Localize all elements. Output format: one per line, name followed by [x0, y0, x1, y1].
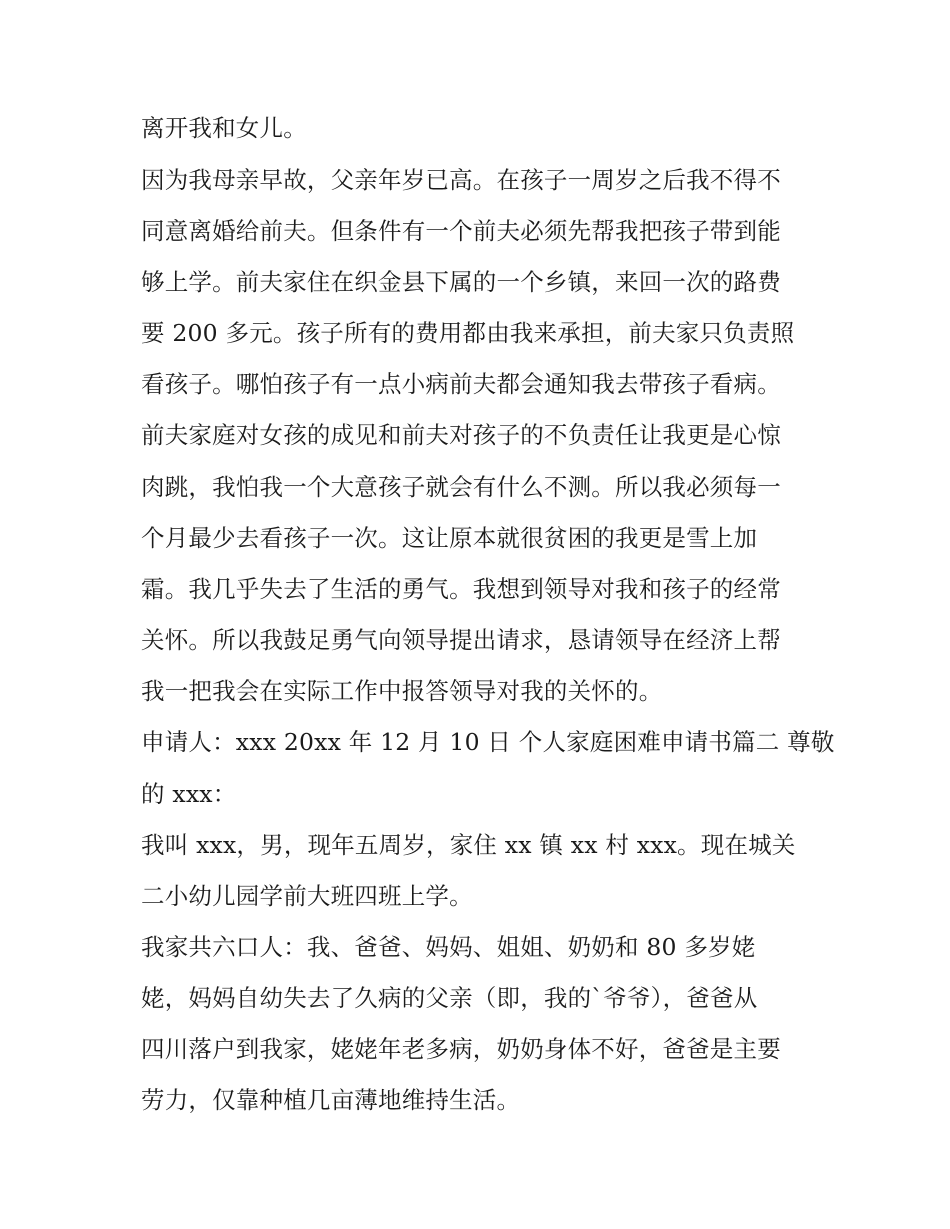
text-line: 四川落户到我家，姥姥年老多病，奶奶身体不好，爸爸是主要	[141, 1035, 781, 1063]
text-line: 的 xxx：	[141, 780, 237, 808]
text-line: 够上学。前夫家住在织金县下属的一个乡镇，来回一次的路费	[141, 268, 781, 296]
text-line: 我一把我会在实际工作中报答领导对我的关怀的。	[141, 677, 663, 705]
text-line: 个月最少去看孩子一次。这让原本就很贫困的我更是雪上加	[141, 524, 758, 552]
text-line: 霜。我几乎失去了生活的勇气。我想到领导对我和孩子的经常	[141, 575, 781, 603]
text-line: 同意离婚给前夫。但条件有一个前夫必须先帮我把孩子带到能	[141, 217, 781, 245]
text-line: 关怀。所以我鼓足勇气向领导提出请求，恳请领导在经济上帮	[141, 626, 781, 654]
text-line: 姥，妈妈自幼失去了久病的父亲（即，我的`爷爷），爸爸从	[141, 984, 758, 1012]
text-line: 二小幼儿园学前大班四班上学。	[141, 882, 473, 910]
text-line: 前夫家庭对女孩的成见和前夫对孩子的不负责任让我更是心惊	[141, 421, 781, 449]
text-line: 肉跳，我怕我一个大意孩子就会有什么不测。所以我必须每一	[141, 473, 781, 501]
text-line: 我家共六口人：我、爸爸、妈妈、姐姐、奶奶和 80 多岁姥	[141, 933, 756, 961]
text-line: 离开我和女儿。	[141, 114, 307, 142]
text-line: 申请人：xxx 20xx 年 12 月 10 日 个人家庭困难申请书篇二 尊敬	[141, 728, 835, 756]
text-line: 我叫 xxx，男，现年五周岁，家住 xx 镇 xx 村 xxx。现在城关	[141, 831, 796, 859]
text-line: 因为我母亲早故，父亲年岁已高。在孩子一周岁之后我不得不	[141, 166, 781, 194]
text-line: 要 200 多元。孩子所有的费用都由我来承担，前夫家只负责照	[141, 319, 795, 347]
text-line: 劳力，仅靠种植几亩薄地维持生活。	[141, 1086, 521, 1114]
text-line: 看孩子。哪怕孩子有一点小病前夫都会通知我去带孩子看病。	[141, 370, 781, 398]
